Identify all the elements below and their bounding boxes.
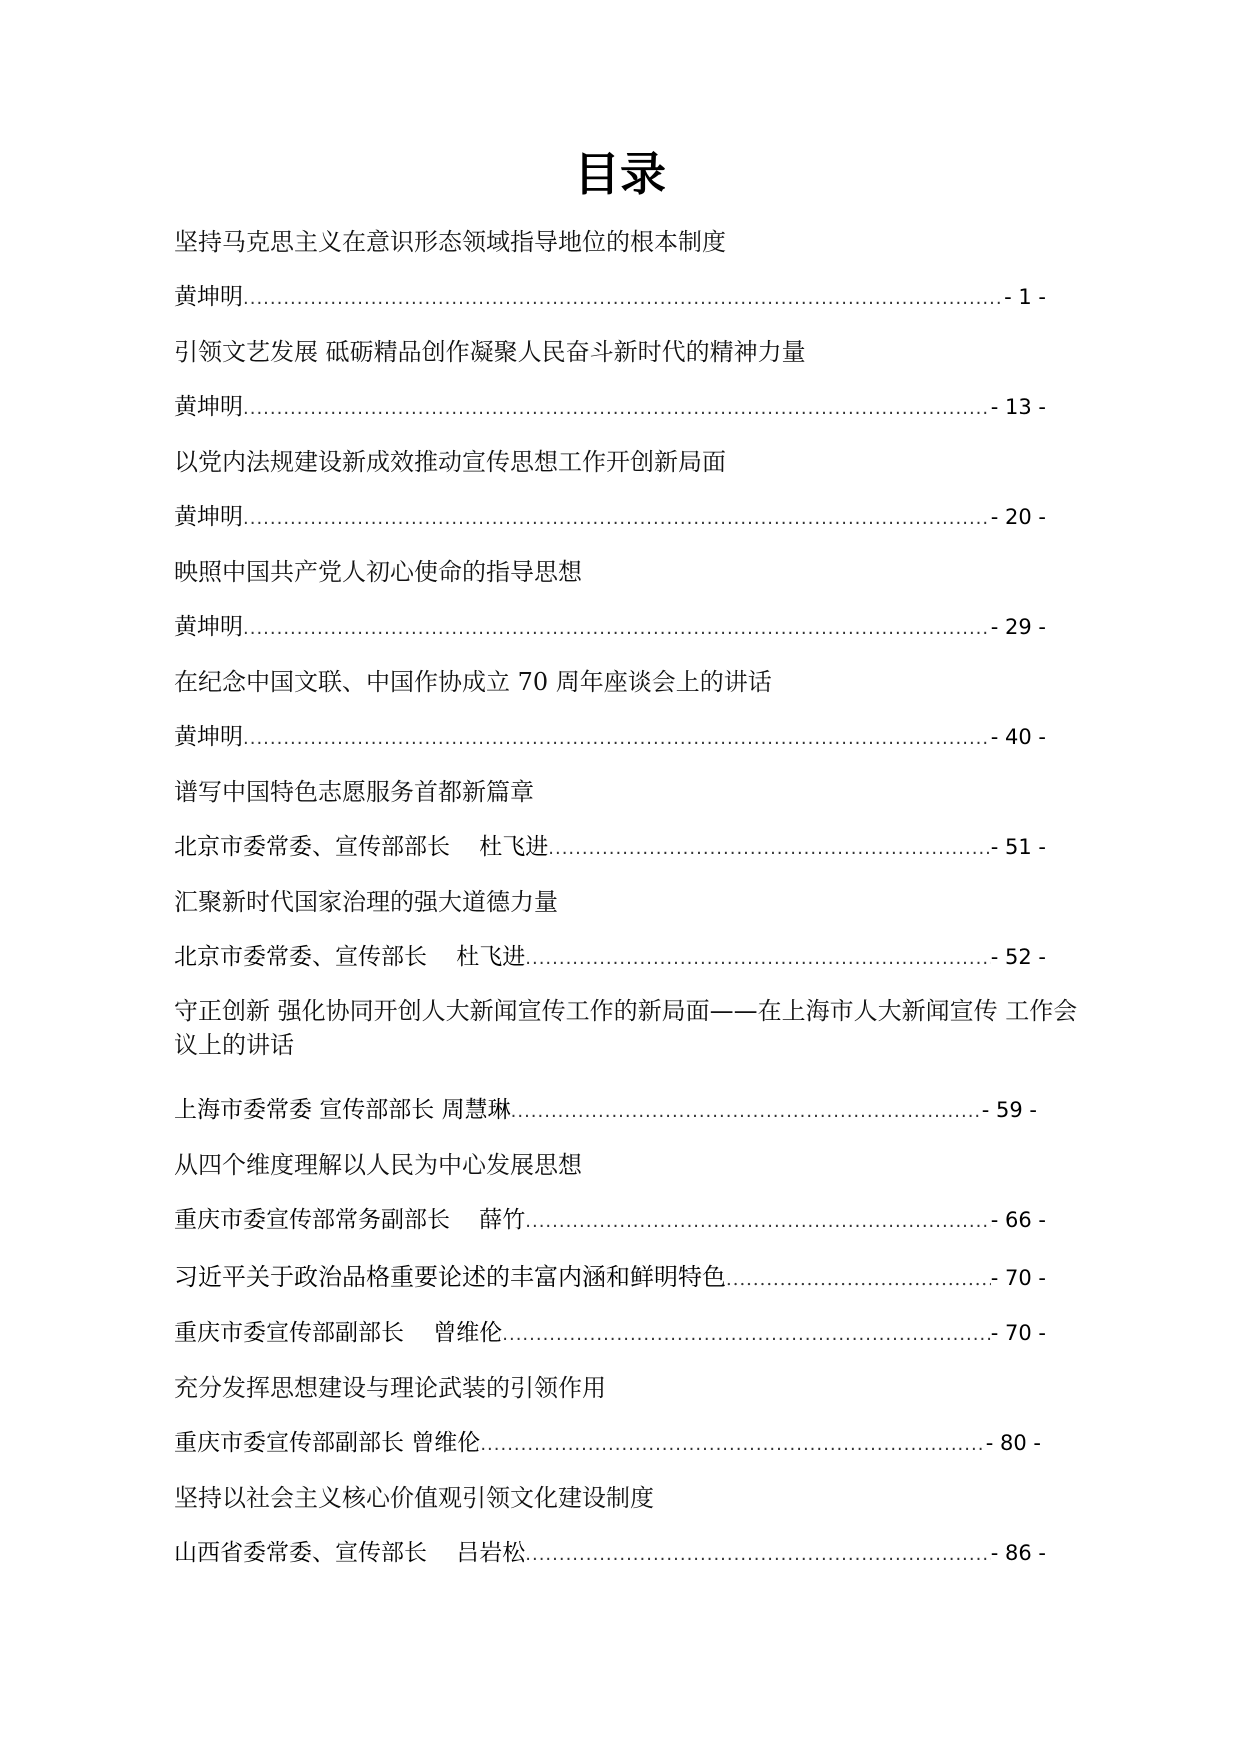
- toc-page-3: - 20 -: [990, 505, 1046, 529]
- toc-heading-12: 坚持以社会主义核心价值观引领文化建设制度: [174, 1484, 654, 1512]
- toc-author-line-5[interactable]: [174, 720, 1046, 756]
- toc-heading-9: 从四个维度理解以人民为中心发展思想: [174, 1151, 582, 1179]
- toc-author-line-11[interactable]: [174, 1426, 1041, 1462]
- toc-heading-8-subtitle: ——在上海市人大新闻宣传 工作会议上的讲话: [174, 997, 1078, 1059]
- toc-page-10: - 70 -: [990, 1321, 1046, 1345]
- toc-author-3: 黄坤明: [174, 504, 243, 530]
- dot-leader: [525, 942, 991, 976]
- toc-author-4: 黄坤明: [174, 614, 243, 640]
- toc-page-1: - 1 -: [1004, 285, 1046, 309]
- toc-author-line-7[interactable]: [174, 940, 1046, 976]
- dot-leader: [243, 612, 991, 646]
- toc-author-line-1[interactable]: [174, 280, 1046, 316]
- toc-heading-3: 以党内法规建设新成效推动宣传思想工作开创新局面: [174, 448, 726, 476]
- toc-author-line-9[interactable]: [174, 1203, 1046, 1239]
- dot-leader: [525, 1205, 991, 1239]
- toc-heading-8-main: 守正创新 强化协同开创人大新闻宣传工作的新局面: [174, 997, 710, 1025]
- toc-heading-5: 在纪念中国文联、中国作协成立 70 周年座谈会上的讲话: [174, 668, 772, 696]
- toc-page-12: - 86 -: [990, 1541, 1046, 1565]
- toc-heading-page-10: - 70 -: [990, 1266, 1046, 1290]
- toc-author-5: 黄坤明: [174, 724, 243, 750]
- toc-heading-8: [174, 994, 1079, 1062]
- toc-heading-4: 映照中国共产党人初心使命的指导思想: [174, 558, 582, 586]
- dot-leader: [548, 832, 991, 866]
- dot-leader: [502, 1318, 991, 1352]
- page-title: 目录: [574, 147, 666, 201]
- toc-page-8: - 59 -: [981, 1098, 1037, 1122]
- toc-heading-7: 汇聚新时代国家治理的强大道德力量: [174, 888, 558, 916]
- toc-page-7: - 52 -: [990, 945, 1046, 969]
- toc-page-2: - 13 -: [990, 395, 1046, 419]
- toc-author-6: 北京市委常委、宣传部部长 杜飞进: [174, 834, 549, 860]
- toc-page-11: - 80 -: [985, 1431, 1041, 1455]
- toc-page-9: - 66 -: [990, 1208, 1046, 1232]
- toc-author-8: 上海市委常委 宣传部部长 周慧琳: [174, 1097, 511, 1123]
- dot-leader: [511, 1095, 982, 1129]
- toc-heading-line-10[interactable]: [174, 1260, 1046, 1297]
- dot-leader: [480, 1428, 985, 1462]
- toc-author-line-4[interactable]: [174, 610, 1046, 646]
- toc-author-line-3[interactable]: [174, 500, 1046, 536]
- toc-heading-1: 坚持马克思主义在意识形态领域指导地位的根本制度: [174, 228, 726, 256]
- dot-leader: [243, 502, 991, 536]
- toc-author-1: 黄坤明: [174, 284, 243, 310]
- toc-author-12: 山西省委常委、宣传部长 吕岩松: [174, 1540, 526, 1566]
- toc-heading-6: 谱写中国特色志愿服务首都新篇章: [174, 778, 534, 806]
- toc-page-4: - 29 -: [990, 615, 1046, 639]
- dot-leader: [726, 1263, 991, 1297]
- dot-leader: [243, 722, 991, 756]
- toc-author-7: 北京市委常委、宣传部长 杜飞进: [174, 944, 526, 970]
- toc-author-line-10[interactable]: [174, 1316, 1046, 1352]
- toc-author-10: 重庆市委宣传部副部长 曾维伦: [174, 1320, 503, 1346]
- dot-leader: [525, 1538, 991, 1572]
- toc-author-9: 重庆市委宣传部常务副部长 薛竹: [174, 1207, 526, 1233]
- toc-author-line-6[interactable]: [174, 830, 1046, 866]
- toc-author-line-2[interactable]: [174, 390, 1046, 426]
- dot-leader: [243, 392, 991, 426]
- toc-author-line-8[interactable]: [174, 1093, 1037, 1129]
- dot-leader: [243, 282, 1004, 316]
- toc-heading-11: 充分发挥思想建设与理论武装的引领作用: [174, 1374, 606, 1402]
- toc-author-11: 重庆市委宣传部副部长 曾维伦: [174, 1430, 481, 1456]
- toc-page-6: - 51 -: [990, 835, 1046, 859]
- toc-heading-10: 习近平关于政治品格重要论述的丰富内涵和鲜明特色: [174, 1263, 726, 1291]
- toc-author-line-12[interactable]: [174, 1536, 1046, 1572]
- toc-heading-2: 引领文艺发展 砥砺精品创作凝聚人民奋斗新时代的精神力量: [174, 338, 806, 366]
- toc-page-5: - 40 -: [990, 725, 1046, 749]
- toc-author-2: 黄坤明: [174, 394, 243, 420]
